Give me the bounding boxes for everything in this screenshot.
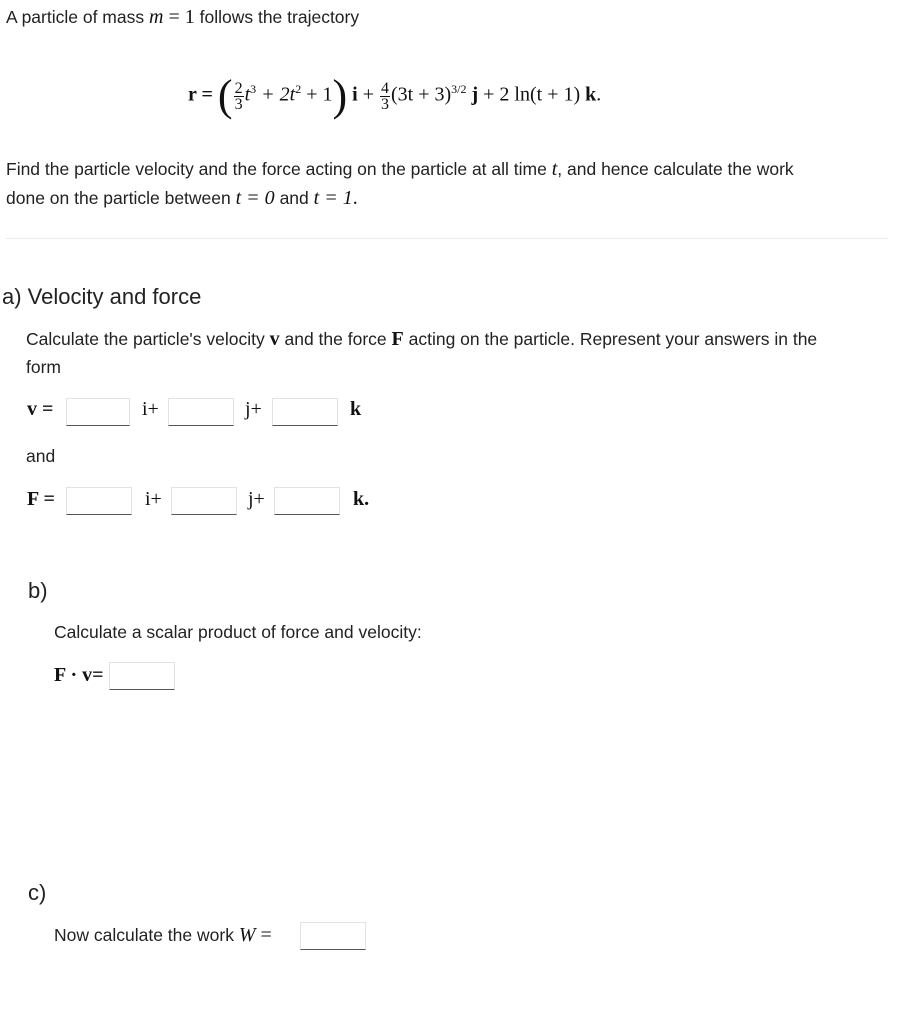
unit-vector-i: i: [352, 83, 358, 106]
term-t: t: [244, 83, 251, 106]
force-k-unit: k.: [353, 488, 370, 510]
unit-vector-k: k: [585, 83, 597, 106]
task-line-1: Find the particle velocity and the force acting on the particle at all time t, and hence calculate the work: [6, 158, 794, 180]
trajectory-lhs: r =: [188, 83, 213, 106]
part-a-description-line2: form: [26, 357, 61, 377]
velocity-j-input[interactable]: [168, 398, 234, 426]
intro-line: [6, 6, 359, 29]
velocity-symbol: v: [269, 328, 280, 350]
open-paren: (: [217, 71, 233, 121]
force-j-input[interactable]: [171, 487, 237, 515]
plus-sign: +: [357, 83, 379, 106]
velocity-i-input[interactable]: [66, 398, 130, 426]
mass-variable: m: [149, 6, 164, 28]
close-paren: ): [332, 71, 348, 121]
fraction-two-thirds: $\frac{2}{3}$: [234, 79, 243, 113]
unit-vector-j: j: [471, 83, 479, 106]
time-variable: t: [551, 158, 558, 180]
dot-product-input[interactable]: [109, 662, 175, 690]
intro-prefix: A particle of mass: [6, 7, 145, 27]
trajectory-equation: r = ( $\frac{2}{3}$ $t^3 + 2t^2 + 1$) i + $\frac{4}{3}$ $(3t + 3)^{3/2}$ j + 2 ln(t + 1) k.: [188, 71, 602, 121]
force-symbol: F: [391, 328, 404, 350]
task-line-2: done on the particle between t = 0 and t = 1.: [6, 187, 358, 209]
velocity-k-input[interactable]: [272, 398, 338, 426]
exp-2: 2: [295, 82, 302, 96]
velocity-i-unit: i+: [142, 398, 159, 420]
intro-suffix: follows the trajectory: [199, 7, 360, 27]
term-3t-plus-3: (3t + 3): [390, 83, 452, 106]
term-2t: + 2t: [256, 83, 296, 106]
t-zero: t = 0: [235, 187, 275, 209]
work-symbol: W: [238, 924, 256, 946]
exp-3: 3: [250, 82, 257, 96]
velocity-label: v =: [27, 398, 54, 420]
velocity-k-unit: k: [350, 398, 362, 420]
force-i-input[interactable]: [66, 487, 132, 515]
velocity-j-unit: j+: [245, 398, 262, 420]
part-a-heading: a) Velocity and force: [2, 284, 202, 309]
term-log: + 2 ln(t + 1): [478, 83, 581, 106]
force-j-unit: j+: [248, 488, 265, 510]
work-input[interactable]: [300, 922, 366, 950]
part-c-description: Now calculate the work W =: [54, 924, 272, 946]
term-plus-one: + 1: [301, 83, 333, 106]
force-i-unit: i+: [145, 488, 162, 510]
and-text: and: [26, 446, 56, 466]
fraction-four-thirds: $\frac{4}{3}$: [380, 79, 389, 113]
section-divider: [6, 238, 888, 239]
part-a-description-line1: Calculate the particle's velocity v and the force F acting on the particle. Represent your answers in the: [26, 328, 818, 350]
dot-product-label: F · v=: [54, 664, 104, 686]
part-b-description: Calculate a scalar product of force and velocity:: [54, 622, 422, 642]
t-one: t = 1: [313, 187, 353, 209]
part-b-heading: b): [28, 578, 48, 603]
mass-value: = 1: [163, 6, 195, 28]
force-k-input[interactable]: [274, 487, 340, 515]
exp-three-halves: 3/2: [451, 82, 467, 96]
force-label: F =: [27, 488, 55, 510]
part-c-heading: c): [28, 880, 47, 905]
